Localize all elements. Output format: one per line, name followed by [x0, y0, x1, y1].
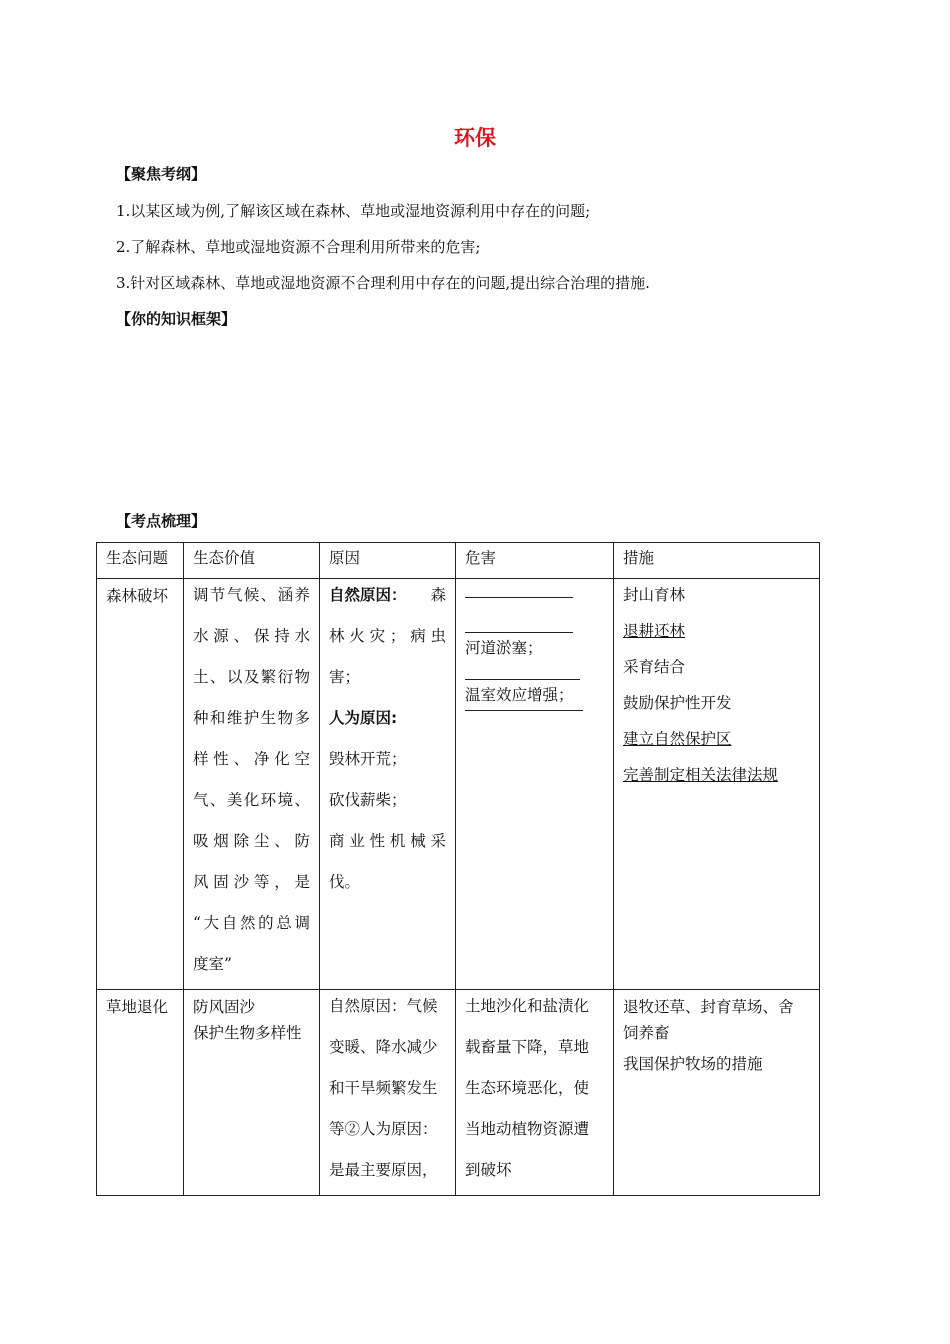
- header-cell: 危害: [456, 543, 614, 579]
- measure-item: 完善制定相关法律法规: [623, 766, 779, 784]
- harm-line: 土地沙化和盐渍化: [465, 997, 590, 1015]
- cause-natural-label: 自然原因：: [329, 586, 407, 604]
- cause-line: 林火灾；病虫: [329, 627, 446, 645]
- cause-line: 是最主要原因，: [329, 1161, 438, 1179]
- value-line: 土、以及繁衍物: [193, 668, 310, 686]
- page-title: 环保: [454, 126, 496, 150]
- cause-line: 变暖、降水减少: [329, 1038, 438, 1056]
- harm-cell: [456, 579, 614, 990]
- value-line: 气、美化环境、: [193, 791, 310, 809]
- knowledge-table: [96, 542, 820, 1196]
- focus-item: 1.以某区域为例,了解该区域在森林、草地或湿地资源利用中存在的问题;: [116, 202, 591, 220]
- cause-line: 砍伐薪柴；: [329, 791, 407, 809]
- measure-item: 退耕还林: [623, 622, 686, 640]
- cause-line: 害；: [329, 668, 361, 686]
- value-line: 度室”: [193, 955, 232, 973]
- measure-line: 退牧还草、封育草场、舍: [623, 998, 794, 1016]
- value-line: 风固沙等，是: [193, 873, 310, 891]
- cause-line: 森: [430, 586, 446, 604]
- problem-cell: 森林破坏: [97, 579, 184, 990]
- answer-blank: [465, 710, 583, 711]
- harm-line: 生态环境恶化，使: [465, 1079, 590, 1097]
- cause-line: 毁林开荒；: [329, 750, 407, 768]
- focus-item: 2.了解森林、草地或湿地资源不合理利用所带来的危害;: [116, 238, 481, 256]
- table-row-forest: [97, 579, 820, 990]
- cause-cell: [320, 990, 456, 1196]
- focus-item: 3.针对区域森林、草地或湿地资源不合理利用中存在的问题,提出综合治理的措施.: [116, 274, 650, 292]
- value-cell: [184, 579, 320, 990]
- cause-cell: [320, 579, 456, 990]
- cause-line: 等②人为原因：: [329, 1120, 438, 1138]
- header-cell: 生态价值: [184, 543, 320, 579]
- value-line: 保护生物多样性: [193, 1024, 302, 1042]
- measures-cell: [614, 579, 820, 990]
- measure-item: 采育结合: [623, 658, 686, 676]
- cause-line: 商业性机械采: [329, 832, 446, 850]
- value-cell: [184, 990, 320, 1196]
- header-cell: 生态问题: [97, 543, 184, 579]
- harm-cell: [456, 990, 614, 1196]
- value-line: “大自然的总调: [193, 914, 310, 932]
- header-cell: 措施: [614, 543, 820, 579]
- table-header-row: [97, 543, 820, 579]
- cause-human-label: 人为原因:: [329, 709, 398, 727]
- section-heading-focus: 【聚焦考纲】: [116, 165, 207, 183]
- cause-line: 自然原因：气候: [329, 997, 438, 1015]
- measure-item: 鼓励保护性开发: [623, 694, 732, 712]
- table-row-grass: [97, 990, 820, 1196]
- harm-line: 到破坏: [465, 1161, 512, 1179]
- value-line: 种和维护生物多: [193, 709, 310, 727]
- harm-text: 河道淤塞；: [465, 639, 543, 657]
- cause-line: 伐。: [329, 873, 361, 891]
- harm-line: 当地动植物资源遭: [465, 1120, 590, 1138]
- measure-item: 建立自然保护区: [623, 730, 732, 748]
- section-heading-framework: 【你的知识框架】: [116, 310, 237, 328]
- value-line: 防风固沙: [193, 998, 256, 1016]
- section-heading-points: 【考点梳理】: [116, 512, 207, 530]
- value-line: 调节气候、涵养: [193, 586, 310, 604]
- problem-cell: 草地退化: [97, 990, 184, 1196]
- value-line: 吸烟除尘、防: [193, 832, 310, 850]
- value-line: 样性、净化空: [193, 750, 310, 768]
- harm-line: 载畜量下降，草地: [465, 1038, 590, 1056]
- value-line: 水源、保持水: [193, 627, 310, 645]
- header-cell: 原因: [320, 543, 456, 579]
- measure-line: 饲养畜: [623, 1024, 670, 1042]
- harm-text: 温室效应增强；: [465, 686, 574, 704]
- measure-item: 封山育林: [623, 586, 686, 604]
- measures-cell: [614, 990, 820, 1196]
- cause-line: 和干旱频繁发生: [329, 1079, 438, 1097]
- measure-line: 我国保护牧场的措施: [623, 1055, 763, 1073]
